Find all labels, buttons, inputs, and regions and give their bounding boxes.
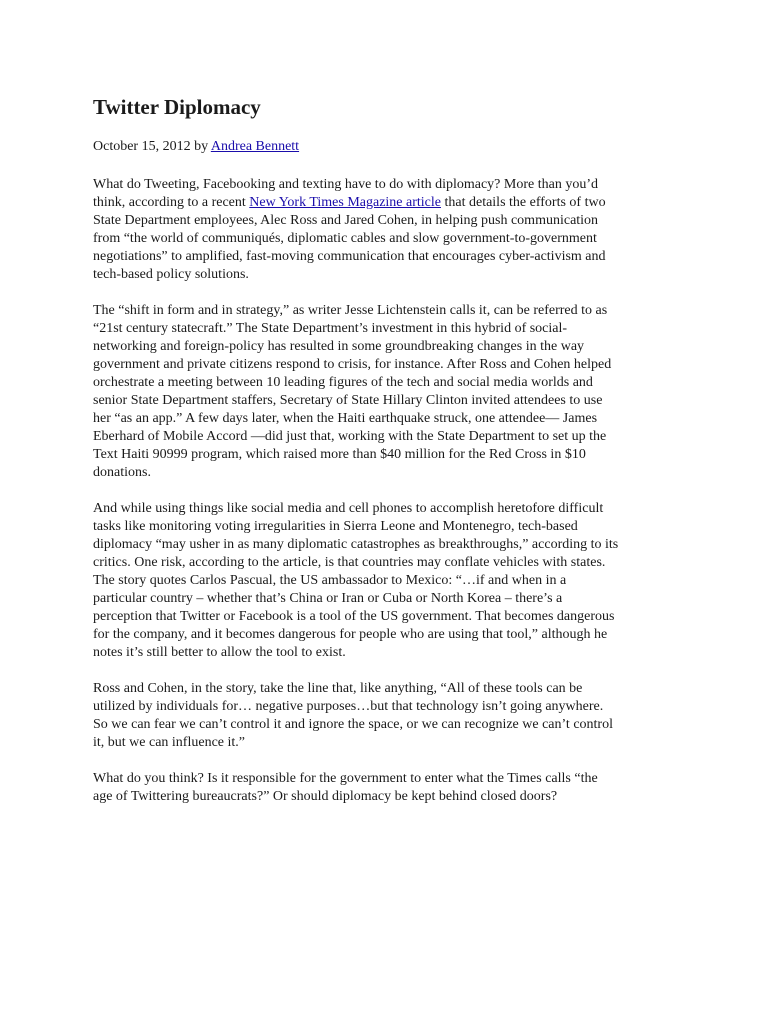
paragraph-line: tasks like monitoring voting irregularities in Sierra Leone and Montenegro, tech-based [93, 519, 578, 534]
paragraph-line: Eberhard of Mobile Accord —did just that, working with the State Department to set up the [93, 429, 607, 444]
paragraph-line: The “shift in form and in strategy,” as writer Jesse Lichtenstein calls it, can be referred to as [93, 303, 608, 318]
paragraph-line: government and private citizens respond to crisis, for instance. After Ross and Cohen helped [93, 357, 612, 372]
paragraph-2 [93, 302, 673, 482]
paragraph-line: her “as an app.” A few days later, when the Haiti earthquake struck, one attendee— James [93, 411, 598, 426]
paragraph-line: What do Tweeting, Facebooking and texting have to do with diplomacy? More than you’d [93, 177, 598, 192]
paragraph-line: for the company, and it becomes dangerous for people who are using that tool,” although he [93, 627, 608, 642]
paragraph-4 [93, 680, 673, 752]
nyt-magazine-article-link[interactable]: New York Times Magazine article [249, 195, 441, 210]
paragraph-line: age of Twittering bureaucrats?” Or should diplomacy be kept behind closed doors? [93, 789, 558, 804]
paragraph-line: orchestrate a meeting between 10 leading figures of the tech and social media worlds and [93, 375, 593, 390]
paragraph-line: The story quotes Carlos Pascual, the US ambassador to Mexico: “…if and when in a [93, 573, 567, 588]
paragraph-line: So we can fear we can’t control it and ignore the space, or we can recognize we can’t control [93, 717, 613, 732]
article-body [93, 176, 673, 824]
paragraph-line: negotiations” to amplified, fast-moving communication that encourages cyber-activism and [93, 249, 606, 264]
article-title: Twitter Diplomacy [93, 95, 261, 119]
paragraph-line: Text Haiti 90999 program, which raised more than $40 million for the Red Cross in $10 [93, 447, 586, 462]
paragraph-3 [93, 500, 673, 662]
paragraph-line: it, but we can influence it.” [93, 735, 245, 750]
paragraph-line: What do you think? Is it responsible for the government to enter what the Times calls “the [93, 771, 598, 786]
paragraph-line: Ross and Cohen, in the story, take the line that, like anything, “All of these tools can be [93, 681, 583, 696]
paragraph-line: utilized by individuals for… negative purposes…but that technology isn’t going anywhere. [93, 699, 604, 714]
paragraph-line: particular country – whether that’s China or Iran or Cuba or North Korea – there’s a [93, 591, 563, 606]
paragraph-line: donations. [93, 465, 151, 480]
byline-date: October 15, 2012 by [93, 139, 211, 154]
paragraph-5 [93, 770, 673, 806]
paragraph-line-with-link [93, 194, 673, 212]
paragraph-line: networking and foreign-policy has resulted in some groundbreaking changes in the way [93, 339, 585, 354]
paragraph-line: And while using things like social media and cell phones to accomplish heretofore difficult [93, 501, 604, 516]
link-line-before: think, according to a recent [93, 195, 250, 210]
paragraph-line: critics. One risk, according to the article, is that countries may conflate vehicles with states. [93, 555, 606, 570]
paragraph-line: tech-based policy solutions. [93, 267, 249, 282]
paragraph-line: senior State Department staffers, Secretary of State Hillary Clinton invited attendees to use [93, 393, 603, 408]
paragraph-line: from “the world of communiqués, diplomatic cables and slow government-to-government [93, 231, 597, 246]
author-link[interactable]: Andrea Bennett [210, 139, 300, 154]
paragraph-1 [93, 176, 673, 284]
byline [93, 138, 299, 156]
paragraph-line: diplomacy “may usher in as many diplomatic catastrophes as breakthroughs,” according to its [93, 537, 619, 552]
paragraph-line: State Department employees, Alec Ross and Jared Cohen, in helping push communication [93, 213, 599, 228]
paragraph-line: perception that Twitter or Facebook is a tool of the US government. That becomes dangerous [93, 609, 615, 624]
link-line-after: that details the efforts of two [440, 195, 606, 210]
paragraph-line: “21st century statecraft.” The State Department’s investment in this hybrid of social- [93, 321, 568, 336]
paragraph-line: notes it’s still better to allow the tool to exist. [93, 645, 346, 660]
